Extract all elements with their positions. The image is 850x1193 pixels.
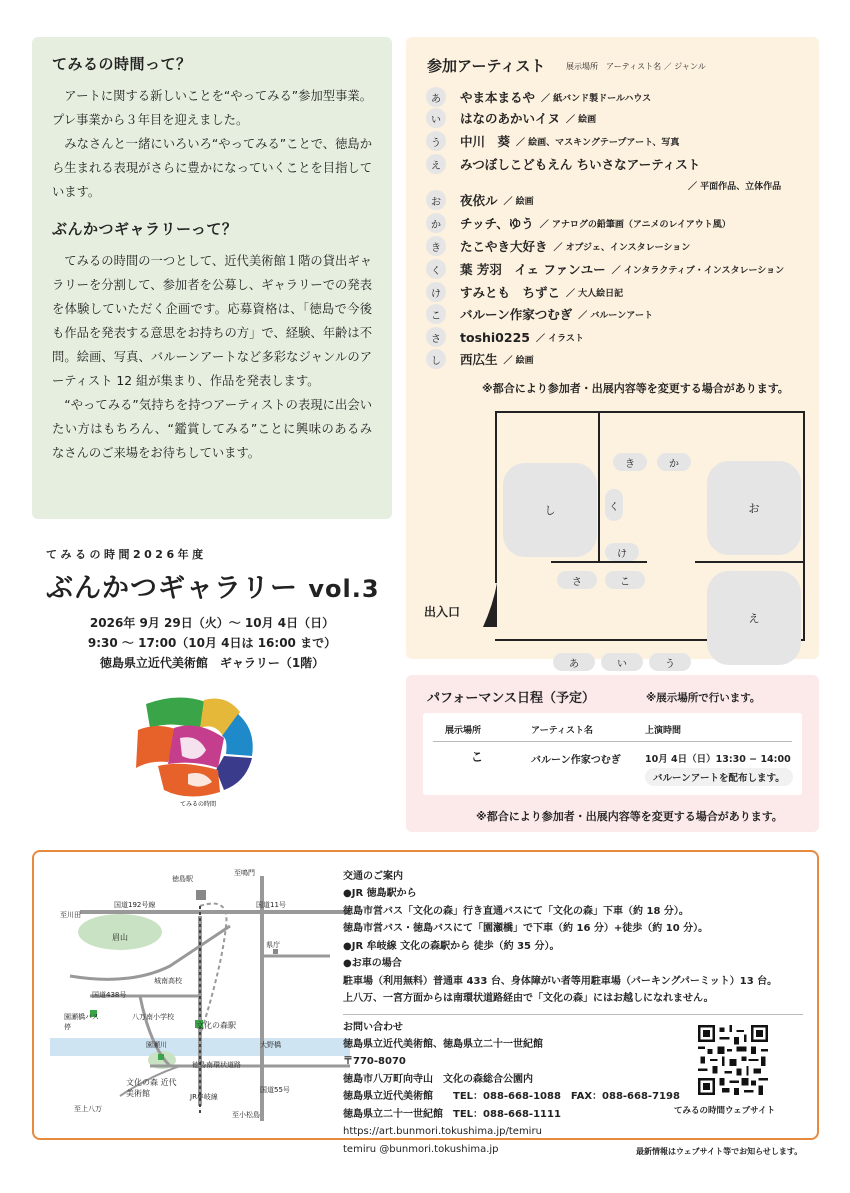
map-label: 国道11号 [256,901,286,909]
event-title-text: ぶんかつギャラリー [46,573,298,604]
contact-line: 徳島県立二十一世紀館 TEL：088-668-1111 [343,1108,561,1120]
location-badge: あ [426,87,446,107]
map-label: 国道192号線 [114,901,156,909]
footer-note: 最新情報はウェブサイト等でお知らせします。 [636,1147,803,1156]
map-label: 徳島南環状道路 [192,1061,241,1069]
artist-row [426,349,534,369]
event-title-block [32,546,392,673]
artist-name: 葉 芳羽 イェ ファンユー [460,262,606,277]
location-badge: く [426,259,446,279]
intro-heading: てみるの時間って？ [52,55,192,73]
map-label: 大野橋 [260,1041,281,1049]
table-header: アーティスト名 [531,726,594,736]
map-label: JR牟岐線 [190,1093,218,1101]
booth-sa: さ [557,571,597,589]
performance-heading: パフォーマンス日程（予定） [427,691,595,706]
wall [803,411,805,641]
access-line: ●JR 徳島駅から [343,888,417,899]
intro-paragraph-1: アートに関する新しいことを“やってみる”参加型事業。プレ事業から３年目を迎えました。 [52,89,372,127]
artist-name: みつぼしこどもえん ちいさなアーティスト [460,157,701,172]
wall [695,561,803,563]
performance-time: 10月 4日（日）13:30 − 14:00 [645,754,791,765]
artist-name: すみとも ちずこ [460,285,561,300]
artists-heading: 参加アーティスト [427,57,546,75]
booth-u: う [649,653,691,671]
artists-legend: 展示場所 アーティスト名 ／ ジャンル [566,62,706,71]
wall [598,411,600,561]
artist-row [426,87,651,107]
artists-note: ※都合により参加者・出展内容等を変更する場合があります。 [482,382,789,395]
booth-e: え [707,571,801,665]
artist-name: チッチ、ゆう [460,216,534,231]
email-link[interactable]: temiru @bunmori.tokushima.jp [343,1143,499,1155]
divider [343,1014,803,1015]
artist-row [426,213,731,233]
event-place: 徳島県立近代美術館 ギャラリー（1階） [99,656,325,670]
booth-shi: し [503,463,597,557]
access-line: 徳島市営バス「文化の森」行き直通バスにて「文化の森」下車（約 18 分）。 [343,905,689,917]
location-badge: け [426,282,446,302]
qr-code-icon[interactable] [698,1025,768,1095]
artist-genre: ／ バルーンアート [578,310,653,321]
contact-line: 徳島県立近代美術館 TEL：088-668-1088 FAX：088-668-7198 [343,1091,680,1102]
artist-genre: ／ イラスト [535,333,584,344]
map-label: 文化の森 近代美術館 [126,1078,177,1098]
artist-row [426,259,784,279]
location-badge: さ [426,327,446,347]
artist-name: はなのあかいイヌ [460,111,561,126]
location-badge: え [426,154,446,174]
location-badge: い [426,108,446,128]
performance-change-note: ※都合により参加者・出展内容等を変更する場合があります。 [476,810,783,823]
map-label: 眉山 [112,933,128,942]
contact-heading: お問い合わせ [343,1021,403,1033]
performance-artist: バルーン作家つむぎ [531,755,621,766]
artist-row [426,282,623,302]
booth-ke: け [605,543,639,561]
booth-o: お [707,461,801,555]
event-date: 2026年 9月 29日（火）〜 10月 4日（日） [89,616,335,630]
qr-label: てみるの時間ウェブサイト [674,1106,776,1116]
intro-panel [32,37,392,519]
artist-name: 夜依ル [460,193,498,208]
artist-name: バルーン作家つむぎ [460,307,573,322]
artist-genre: ／ オブジェ、インスタレーション [553,242,691,253]
performance-badge: バルーンアートを配布します。 [645,768,793,786]
artist-name: toshi0225 [460,329,530,345]
gallery-paragraph-1: てみるの時間の一つとして、近代美術館１階の貸出ギャラリーを分割して、参加者を公募し、ギャラリーでの発表を体験していただく企画です。応募資格は、「徳島で今後も作品を発表する意思をお持ちの方」で、経験、年齢は不問。絵画、写真、バルーンアートなど多彩なジャンルのアーティスト 12 組が集まり、作品を発表します。 [52,254,372,388]
access-heading: 交通のご案内 [343,871,403,882]
artist-name: 西広生 [460,352,498,367]
artist-name: たこやき大好き [460,239,548,254]
performance-table [423,713,802,795]
museum-marker [158,1054,164,1060]
artist-row [426,108,596,128]
booth-ki: き [613,453,647,471]
contact-line: 〒770-8070 [343,1056,406,1067]
map-label: 至川田 [60,911,81,919]
station-marker [196,890,206,900]
performance-place: こ [471,750,484,764]
table-header: 展示場所 [445,726,482,736]
map-label: 至鳴門 [234,869,255,877]
artist-row [426,236,690,256]
event-volume: vol.3 [308,575,380,603]
logo-caption: てみるの時間 [180,801,217,808]
map-label: 国道438号 [92,991,127,999]
booth-i: い [601,653,643,671]
access-line: 駐車場（利用無料）普通車 433 台、身体障がい者等用駐車場（パーキングパーミット）13 台。 [343,975,778,987]
artists-panel [406,37,819,670]
map-label: 県庁 [266,941,280,949]
performance-location-note: ※展示場所で行います。 [646,692,761,704]
intro-paragraph-2: みなさんと一緒にいろいろ“やってみる”ことで、徳島から生まれる表現がさらに豊かになっていくことを目指しています。 [52,137,372,199]
location-badge: き [426,236,446,256]
contact-line: 徳島県立近代美術館、徳島県立二十一世紀館 [343,1038,543,1050]
artist-genre: ／ 絵画 [503,196,534,207]
entrance-label: 出入口 [424,605,461,619]
booth-ku: く [605,489,623,521]
map-label: 国道55号 [260,1086,290,1094]
map-label: 園瀬川 [146,1041,167,1049]
contact-line: 徳島市八万町向寺山 文化の森総合公園内 [343,1073,533,1085]
artist-genre: ／ 大人絵日記 [566,288,624,299]
artist-row [426,190,534,210]
artist-genre: ／ 平面作品、立体作品 [688,182,782,192]
map-label: 園瀬橋バス停 [64,1013,99,1031]
artist-name: やま本まるや [460,90,536,105]
map-label: 至上八万 [74,1105,102,1113]
event-subtitle: てみるの時間2026年度 [46,548,207,561]
artist-name: 中川 葵 [460,134,511,149]
wall [495,411,497,583]
floor-plan [495,411,805,670]
table-header: 上演時間 [645,726,682,736]
artist-row [426,131,679,151]
location-badge: う [426,131,446,151]
artist-row [426,154,700,174]
location-badge: か [426,213,446,233]
entrance-door-icon [481,583,501,629]
artist-row [426,327,584,347]
map-label: 文化の森駅 [196,1021,236,1030]
performance-panel [406,675,819,832]
table-divider [433,741,792,742]
map-label: 徳島駅 [172,875,193,883]
event-title [32,566,392,605]
artist-row [426,304,653,324]
event-time: 9:30 〜 17:00（10月 4日は 16:00 まで） [87,636,337,650]
booth-a: あ [553,653,595,671]
wall [495,411,805,413]
access-line: ●JR 牟岐線 文化の森駅から 徒歩（約 35 分）。 [343,940,560,952]
access-line: 上八万、一宮方面からは南環状道路経由で「文化の森」にはお越しになれません。 [343,993,714,1004]
location-badge: こ [426,304,446,324]
artist-genre: ／ 絵画 [503,355,534,366]
artist-genre: ／ 紙バンド製ドールハウス [541,93,652,104]
artist-genre: ／ アナログの鉛筆画（アニメのレイアウト風） [539,219,731,230]
wall [551,561,647,563]
gallery-heading: ぶんかつギャラリーって？ [52,220,238,238]
gallery-paragraph-2: “やってみる”気持ちを持つアーティストの表現に出会いたい方はもちろん、“鑑賞してみる”ことに興味のあるみなさんのご来場をお待ちしています。 [52,398,372,460]
access-line: 徳島市営バス・徳島バスにて「園瀬橋」で下車（約 16 分）+徒歩（約 10 分）。 [343,923,709,934]
website-link[interactable]: https://art.bunmori.tokushima.jp/temiru [343,1126,542,1137]
access-line: ●お車の場合 [343,958,402,969]
booth-ka: か [657,453,691,471]
temiru-logo [128,690,263,810]
booth-ko: こ [605,571,645,589]
map-label: 城南高校 [154,977,182,985]
location-badge: し [426,349,446,369]
artist-genre: ／ インタラクティブ・インスタレーション [611,265,785,276]
artist-genre: ／ 絵画 [566,114,597,125]
map-label: 八万南小学校 [132,1013,174,1021]
map-label: 至小松島 [232,1111,260,1119]
artist-genre: ／ 絵画、マスキングテープアート、写真 [516,137,680,148]
location-badge: お [426,190,446,210]
